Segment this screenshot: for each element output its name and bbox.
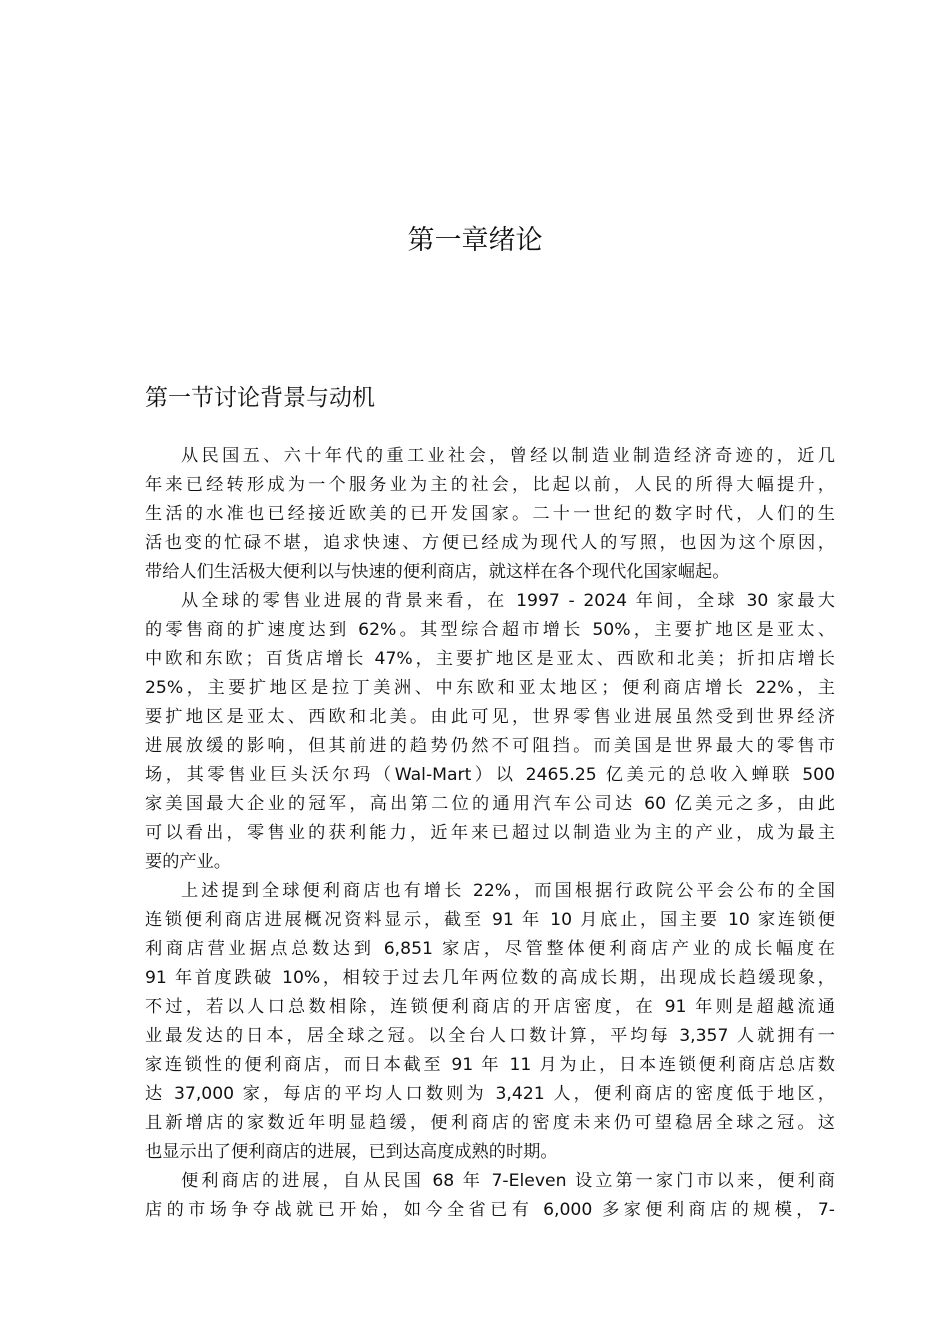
paragraph-line: 从全球的零售业进展的背景来看，在 1997 - 2024 年间，全球 30 家最大	[181, 591, 835, 611]
paragraph-line: 不过，若以人口总数相除，连锁便利商店的开店密度，在 91 年则是超越流通	[145, 997, 835, 1017]
paragraph-line: 带给人们生活极大便利以与快速的便利商店，就这样在各个现代化国家崛起。	[145, 562, 730, 582]
paragraph-line: 进展放缓的影响，但其前进的趋势仍然不可阻挡。而美国是世界最大的零售市	[145, 736, 835, 756]
paragraph-line: 利商店营业据点总数达到 6,851 家店，尽管整体便利商店产业的成长幅度在	[145, 939, 835, 959]
paragraph-3	[145, 877, 835, 1167]
paragraph-line: 可以看出，零售业的获利能力，近年来已超过以制造业为主的产业，成为最主	[145, 823, 835, 843]
paragraph-4	[145, 1167, 835, 1225]
paragraph-line: 达 37,000 家，每店的平均人口数则为 3,421 人，便利商店的密度低于地区，	[145, 1084, 835, 1104]
body-text	[145, 442, 835, 1225]
paragraph-line: 要扩地区是亚太、西欧和北美。由此可见，世界零售业进展虽然受到世界经济	[145, 707, 835, 727]
paragraph-line: 业最发达的日本，居全球之冠。以全台人口数计算，平均每 3,357 人就拥有一	[145, 1026, 835, 1046]
paragraph-line: 也显示出了便利商店的进展，已到达高度成熟的时期。	[145, 1142, 558, 1162]
paragraph-line: 从民国五、六十年代的重工业社会，曾经以制造业制造经济奇迹的，近几	[181, 446, 835, 466]
paragraph-2	[145, 587, 835, 877]
paragraph-line: 且新增店的家数近年明显趋缓，便利商店的密度未来仍可望稳居全球之冠。这	[145, 1113, 835, 1133]
paragraph-line: 家美国最大企业的冠军，高出第二位的通用汽车公司达 60 亿美元之多，由此	[145, 794, 835, 814]
paragraph-line: 年来已经转形成为一个服务业为主的社会，比起以前，人民的所得大幅提升，	[145, 475, 835, 495]
paragraph-line: 的零售商的扩速度达到 62%。其型综合超市增长 50%，主要扩地区是亚太、	[145, 620, 835, 640]
paragraph-line: 店的市场争夺战就已开始，如今全省已有 6,000 多家便利商店的规模，7-	[145, 1200, 835, 1220]
paragraph-line: 25%，主要扩地区是拉丁美洲、中东欧和亚太地区；便利商店增长 22%，主	[145, 678, 835, 698]
chapter-title: 第一章绪论	[407, 225, 543, 256]
paragraph-line: 生活的水准也已经接近欧美的已开发国家。二十一世纪的数字时代，人们的生	[145, 504, 835, 524]
paragraph-line: 场，其零售业巨头沃尔玛（Wal-Mart）以 2465.25 亿美元的总收入蝉联 500	[145, 765, 835, 785]
paragraph-1	[145, 442, 835, 587]
section-title: 第一节讨论背景与动机	[145, 385, 375, 411]
paragraph-line: 家连锁性的便利商店，而日本截至 91 年 11 月为止，日本连锁便利商店总店数	[145, 1055, 835, 1075]
paragraph-line: 中欧和东欧；百货店增长 47%，主要扩地区是亚太、西欧和北美；折扣店增长	[145, 649, 835, 669]
paragraph-line: 91 年首度跌破 10%，相较于过去几年两位数的高成长期，出现成长趋缓现象，	[145, 968, 835, 988]
paragraph-line: 连锁便利商店进展概况资料显示，截至 91 年 10 月底止，国主要 10 家连锁便	[145, 910, 835, 930]
paragraph-line: 要的产业。	[145, 852, 231, 872]
paragraph-line: 上述提到全球便利商店也有增长 22%，而国根据行政院公平会公布的全国	[181, 881, 835, 901]
paragraph-line: 便利商店的进展，自从民国 68 年 7-Eleven 设立第一家门市以来，便利商	[181, 1171, 835, 1191]
paragraph-line: 活也变的忙碌不堪，追求快速、方便已经成为现代人的写照，也因为这个原因，	[145, 533, 835, 553]
